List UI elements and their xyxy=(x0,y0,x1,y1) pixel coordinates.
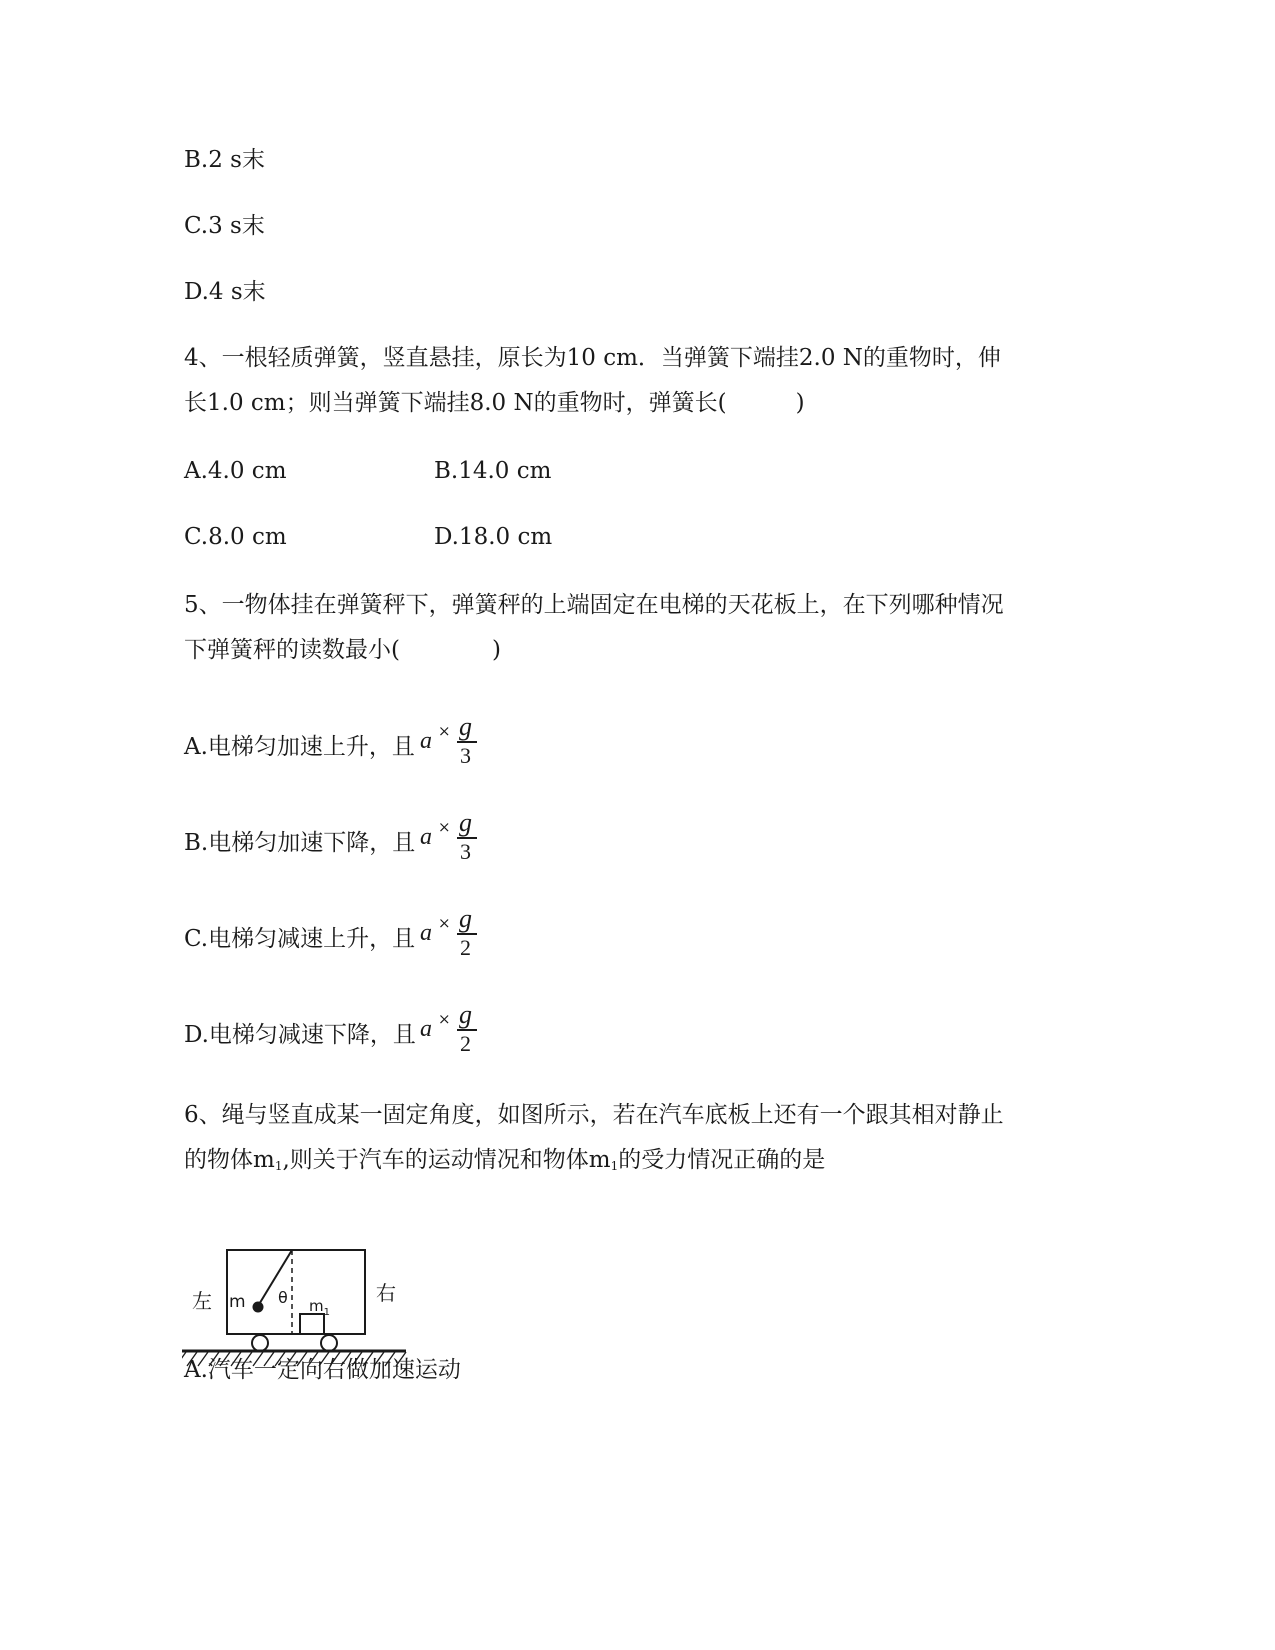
pendulum-ball xyxy=(253,1302,264,1313)
q6-stem-line2 xyxy=(184,1145,825,1181)
wheel-left xyxy=(252,1335,268,1351)
block-label-sub: 1 xyxy=(323,1307,330,1318)
q4-option-a: A.4.0 cm xyxy=(184,458,287,484)
q6-option-a: A.汽车一定向右做加速运动 xyxy=(184,1357,461,1383)
q5-option-c-symbol: × xyxy=(438,914,451,932)
q5-option-d-denominator: 2 xyxy=(460,1031,471,1056)
car-body xyxy=(227,1250,365,1334)
q5-option-d-var: a xyxy=(420,1016,432,1042)
q4-stem-line1: 4、一根轻质弹簧，竖直悬挂，原长为10 cm．当弹簧下端挂2.0 N的重物时，伸 xyxy=(184,345,1001,371)
q5-option-c-denominator: 2 xyxy=(460,935,471,960)
q5-option-d-symbol: × xyxy=(438,1010,451,1028)
left-label: 左 xyxy=(192,1289,212,1313)
q5-option-d-text: D.电梯匀减速下降，且 xyxy=(184,1022,416,1048)
q5-option-b-var: a xyxy=(420,824,432,850)
q3-option-c: C.3 s末 xyxy=(184,213,265,239)
q5-stem-line1: 5、一物体挂在弹簧秤下，弹簧秤的上端固定在电梯的天花板上，在下列哪种情况 xyxy=(184,592,1004,618)
q5-option-b-denominator: 3 xyxy=(460,839,471,864)
q5-stem-line2: 下弹簧秤的读数最小( ) xyxy=(184,637,501,663)
q3-option-d: D.4 s末 xyxy=(184,279,266,305)
q6-stem-sub1: 1 xyxy=(274,1159,283,1173)
q5-option-c-numerator: g xyxy=(459,904,472,933)
q5-option-c-text: C.电梯匀减速上升，且 xyxy=(184,926,416,952)
q5-option-a-denominator: 3 xyxy=(460,743,471,768)
q4-stem-line2: 长1.0 cm；则当弹簧下端挂8.0 N的重物时，弹簧长( ) xyxy=(184,390,805,416)
block-m1 xyxy=(300,1314,324,1334)
q5-option-b-numerator: g xyxy=(459,808,472,837)
q5-option-a-numerator: g xyxy=(459,712,472,741)
q4-option-c: C.8.0 cm xyxy=(184,524,287,550)
q6-stem-part1: 的物体m xyxy=(184,1147,275,1173)
q5-option-a-text: A.电梯匀加速上升，且 xyxy=(184,734,415,760)
q4-option-d: D.18.0 cm xyxy=(434,524,553,550)
q5-option-c-var: a xyxy=(420,920,432,946)
q5-option-b-symbol: × xyxy=(438,818,451,836)
q5-option-a-symbol: × xyxy=(438,722,451,740)
mass-label: m xyxy=(229,1292,246,1312)
q5-option-a-var: a xyxy=(420,728,432,754)
block-label xyxy=(309,1297,330,1318)
right-label: 右 xyxy=(376,1281,396,1305)
q5-option-d-numerator: g xyxy=(459,1000,472,1029)
q6-stem-part2: ,则关于汽车的运动情况和物体m xyxy=(282,1147,611,1173)
angle-label: θ xyxy=(278,1288,288,1307)
wheel-right xyxy=(321,1335,337,1351)
q6-stem-sub2: 1 xyxy=(610,1159,619,1173)
block-label-m: m xyxy=(309,1297,324,1315)
q6-stem-line1: 6、绳与竖直成某一固定角度，如图所示，若在汽车底板上还有一个跟其相对静止 xyxy=(184,1102,1004,1128)
q6-stem-part3: 的受力情况正确的是 xyxy=(618,1147,826,1173)
q3-option-b: B.2 s末 xyxy=(184,147,265,173)
q4-option-b: B.14.0 cm xyxy=(434,458,552,484)
q5-option-b-text: B.电梯匀加速下降，且 xyxy=(184,830,416,856)
